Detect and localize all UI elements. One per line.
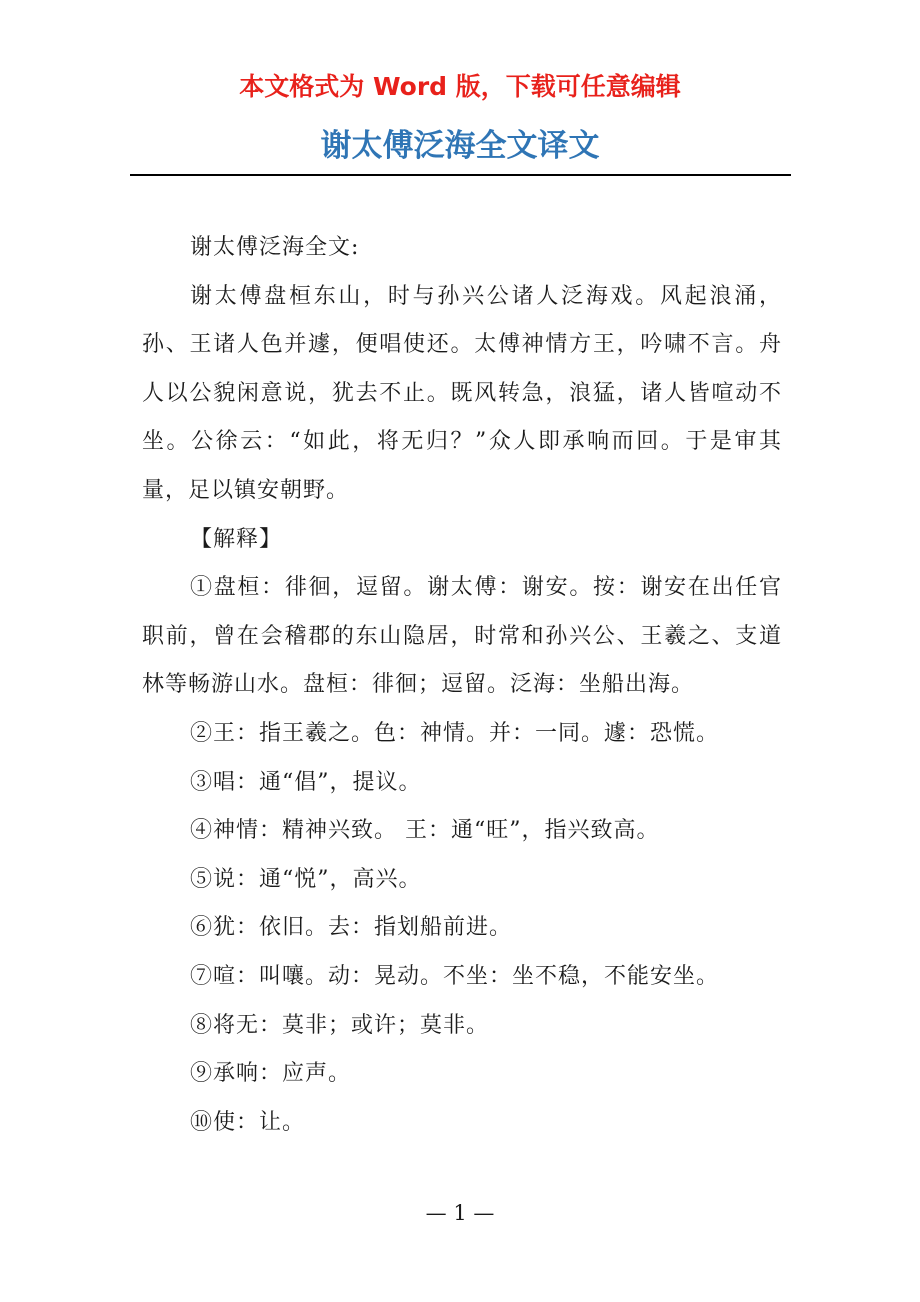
page-number: — 1 — — [425, 1201, 495, 1225]
format-notice-banner: 本文格式为 Word 版，下载可任意编辑 — [239, 72, 681, 101]
document-title: 谢太傅泛海全文译文 — [320, 128, 600, 164]
annotation-6: ⑥犹：依旧。去：指划船前进。 — [190, 915, 513, 941]
section-heading-explanation: 【解释】 — [190, 526, 283, 552]
annotation-8: ⑧将无：莫非；或许；莫非。 — [190, 1012, 490, 1038]
annotation-9: ⑨承响：应声。 — [190, 1061, 352, 1087]
original-text-paragraph: 谢太傅盘桓东山，时与孙兴公诸人泛海戏。风起浪涌，孙、王诸人色并遽，便唱使还。太傅神情方王，吟啸不言。舟人以公貌闲意说，犹去不止。既风转急，浪猛，诸人皆喧动不坐。公徐云：“如此，将无归？”众人即承响而回。于是审其量，足以镇安朝野。 — [142, 283, 782, 503]
annotation-10: ⑩使：让。 — [190, 1109, 306, 1135]
title-divider — [130, 174, 791, 176]
annotation-7: ⑦喧：叫嚷。动：晃动。不坐：坐不稳，不能安坐。 — [190, 963, 720, 989]
annotation-2: ②王：指王羲之。色：神情。并：一同。遽：恐慌。 — [190, 720, 720, 746]
annotation-4: ④神情：精神兴致。 王：通“旺”，指兴致高。 — [190, 818, 660, 844]
annotation-5: ⑤说：通“悦”，高兴。 — [190, 866, 422, 892]
document-body — [142, 224, 782, 1147]
annotation-3: ③唱：通“倡”，提议。 — [190, 769, 422, 795]
section-heading-original-text: 谢太傅泛海全文: — [190, 235, 360, 260]
annotation-1: ①盘桓：徘徊，逗留。谢太傅：谢安。按：谢安在出任官职前，曾在会稽郡的东山隐居，时常和孙兴公、王羲之、支道林等畅游山水。盘桓：徘徊；逗留。泛海：坐船出海。 — [142, 575, 782, 698]
